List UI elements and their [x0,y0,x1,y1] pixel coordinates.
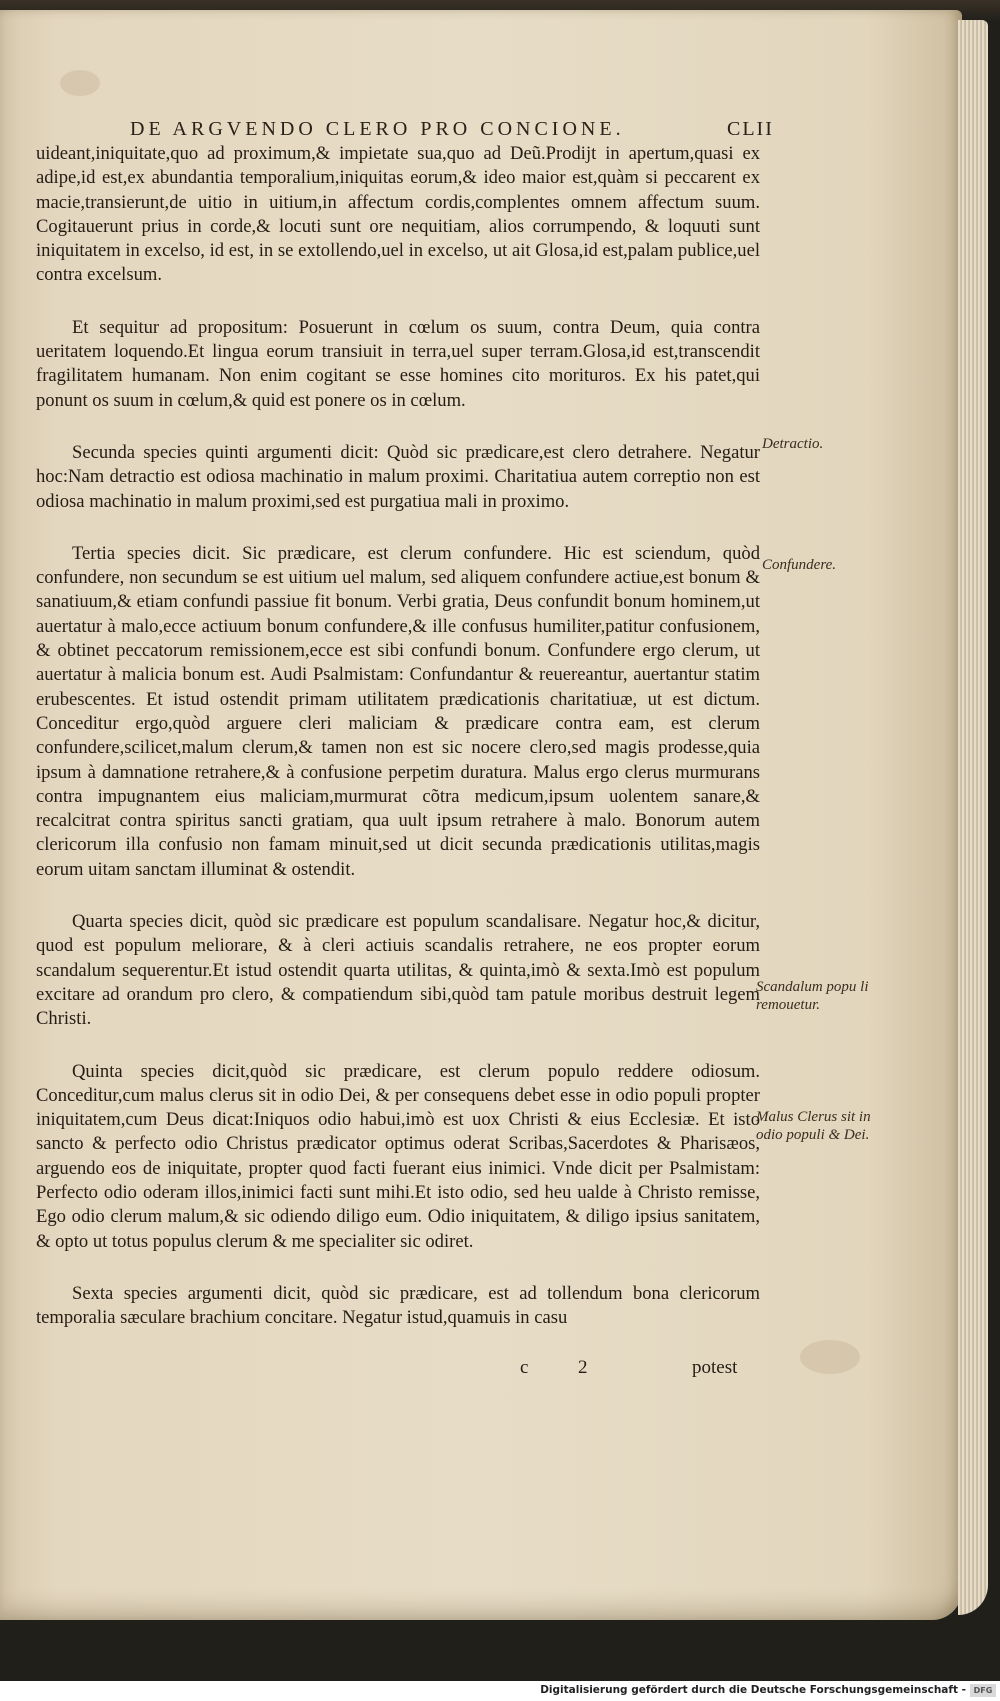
paragraph: Tertia species dicit. Sic prædicare, est clerum confundere. Hic est sciendum, quòd confundere, non secundum se est uitium uel malum, sed aliquem confundere actiue,est bonum & sanatiuum,& etiam confundi passiue fit bonum. Verbi gratia, Deus confundit bonum hominem,ut auertatur à malo,ecce actiuum bonum confundere,& ille confusus humiliter,patitur confusionem, & obtinet peccatorum remissionem,ecce est sibi confundi bonum. Confundere ergo clerum, ut auertatur à malicia bonum est. Audi Psalmistam: Confundantur & reuereantur, auertantur statim erubescentes. Et istud ostendit primam utilitatem prædicationis charitatiuæ, ut est dictum. Conceditur ergo,quòd arguere cleri maliciam & prædicare contra eam, est clerum confundere,scilicet,malum clerum,& tamen non est sic nocere clero,sed magis prodesse,quia ipsum à damnatione retrahere,& à confusione perpetim duratura. Malus ergo clerus murmurans contra impugnantem eius maliciam,murmurat cõtra medicum,ipsum uolentem sanare,& recalcitrat contra spiritus sancti gratiam, qua uult ipsum retrahere à malo. Bonorum autem clericorum illa confusio non famam minuit,sed ut dicit secunda prædicationis utilitas,magis eorum uitam sanctam illuminat & ostendit. [36,542,760,880]
catchword: potest [692,1357,738,1378]
page-fore-edge [958,20,988,1615]
marginal-note-scandalum: Scandalum popu li remouetur. [756,979,869,1013]
signature-mark: c [520,1357,529,1378]
paragraph: Secunda species quinti argumenti dicit: Quòd sic prædicare,est clero detrahere. Negatur hoc:Nam detractio est odiosa machinatio in malum proximi. Charitatiua autem correptio non est odiosa machinatio in malum proximi,sed est purgatiua mali in proximo. [36,441,760,512]
paragraph: Quinta species dicit,quòd sic prædicare, est clerum populo reddere odiosum. Conceditur,cum malus clerus sit in odio Dei, & per consequens debet esse in odio populi propter iniquitatem,cum Deus dicat:Iniquos odio habui,imò est uox Christi & eius Ecclesiæ. Et isto sancto & perfecto odio Christus prædicator optimus oderat Scribas,Sacerdotes & Pharisæos, arguendo eos de iniquitate, propter quod facti fuerant eius inimici. Vnde dicit per Psalmistam: Perfecto odio oderam illos,inimici facti sunt mihi.Et isto odio, sed heu ualde à Christo remisse, Ego odio clerum malum,& sic odiendo diligo eum. Odio iniquitatem, & diligo ipsius sanitatem, & opto ut totus populus clerum & me specialiter sic odiret. [36,1060,760,1252]
paragraph: uideant,iniquitate,quo ad proximum,& impietate sua,quo ad Deũ.Prodijt in apertum,quasi ex adipe,id est,ex abundantia temporalium,iniquitas eorum,& ideo maior est,quàm si peccarent ex macie,transierunt,de uitio in uitium,in affectum cordis,complentes omnem affectum suum. Cogitauerunt prius in corde,& locuti sunt ore nequitiam, alios corrumpendo, & loquuti sunt iniquitatem in excelso, id est, in se extollendo,uel in excelso, ut ait Glosa,id est,palam publice,uel contra excelsum. [36,143,760,286]
paragraph: Quarta species dicit, quòd sic prædicare est populum scandalisare. Negatur hoc,& dicitur, quod est populum meliorare, & à cleri actiuis scandalis retrahere, ne eos propter eorum scandalum sequerentur.Et istud ostendit quarta utilitas, & quinta,imò & sexta.Imò est populum excitare ad orandum pro clero, & compatiendum sibi,quòd tam patule moribus destruit legem Christi. [36,911,760,1030]
marginal-note-malus-clerus: Malus Clerus sit in odio populi & Dei. [756,1109,871,1143]
digitization-credit: Digitalisierung gefördert durch die Deutsche Forschungsgemeinschaft - [540,1684,966,1696]
signature-number: 2 [578,1357,588,1378]
paragraph: Et sequitur ad propositum: Posuerunt in cœlum os suum, contra Deum, quia contra ueritatem loquendo.Et lingua eorum transiuit in terra,uel super terram.Glosa,id est,transcendit fragilitatem humanam. Non enim cogitant se esse homines cito morituros. Ex his patet,qui ponunt os suum in cœlum,& quid est ponere os in cœlum. [36,316,760,411]
dfg-logo: DFG [970,1684,996,1697]
folio-number: CLII [727,118,774,140]
stain [800,1340,860,1374]
stain [60,70,100,96]
paragraph: Sexta species argumenti dicit, quòd sic prædicare, est ad tollendum bona clericorum temporalia sæculare brachium concitare. Negatur istud,quamuis in casu [36,1282,760,1329]
marginal-note-detractio: Detractio. [762,436,824,452]
main-text-block [36,142,760,1358]
marginal-note-confundere: Confundere. [762,557,837,573]
running-head: DE ARGVENDO CLERO PRO CONCIONE. [130,118,625,140]
